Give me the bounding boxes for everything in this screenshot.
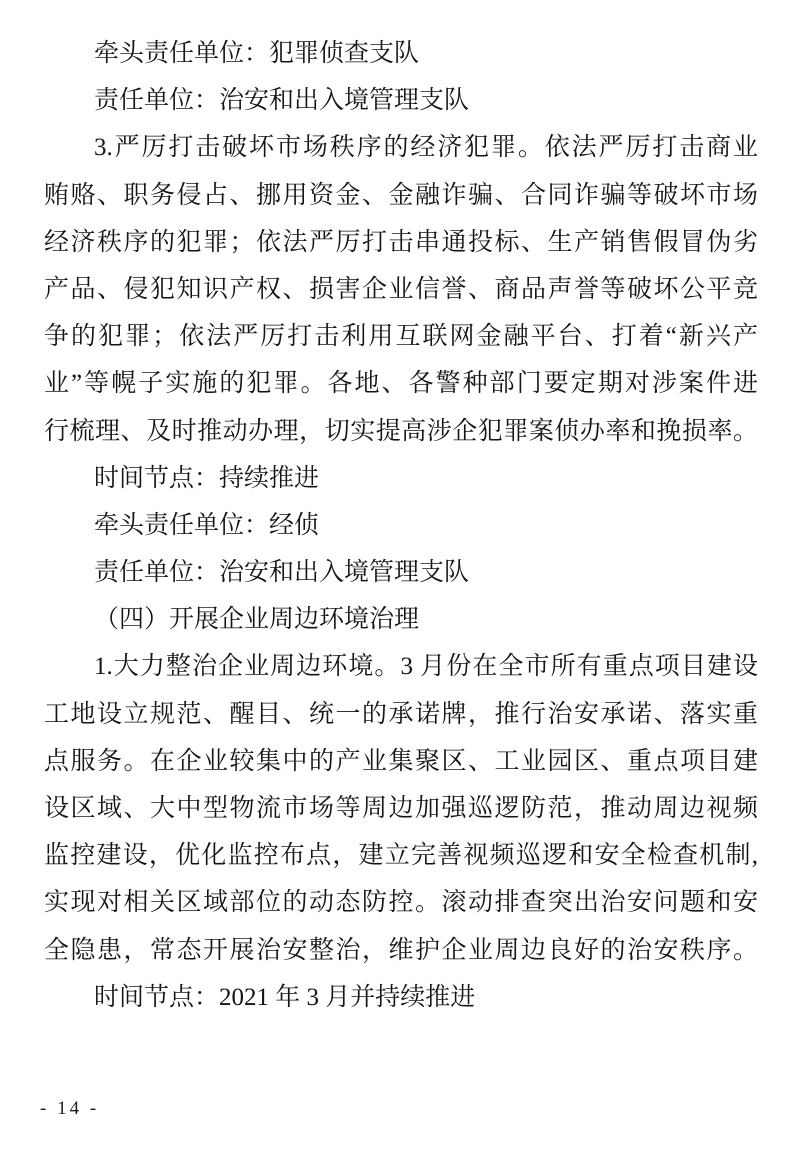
item1-paragraph-line: 点服务。在企业较集中的产业集聚区、工业园区、重点项目建 [44, 747, 758, 775]
item3-paragraph-line: 争的犯罪；依法严厉打击利用互联网金融平台、打着“新兴产 [44, 323, 758, 351]
item3-paragraph-line: 产品、侵犯知识产权、损害企业信誉、商品声誉等破坏公平竞 [44, 275, 758, 303]
item3-paragraph-line: 经济秩序的犯罪；依法严厉打击串通投标、生产销售假冒伪劣 [44, 228, 758, 256]
document-body [44, 30, 758, 1021]
responsible-unit-label: 责任单位：治安和出入境管理支队 [94, 559, 470, 587]
item1-paragraph-line: 1.大力整治企业周边环境。3 月份在全市所有重点项目建设 [94, 653, 758, 681]
item1-paragraph-line: 监控建设，优化监控布点，建立完善视频巡逻和安全检查机制, [44, 842, 758, 870]
time-node-label: 时间节点：持续推进 [94, 464, 320, 492]
item3-paragraph-line: 3.严厉打击破坏市场秩序的经济犯罪。依法严厉打击商业 [94, 134, 758, 162]
item3-paragraph-line: 贿赂、职务侵占、挪用资金、金融诈骗、合同诈骗等破坏市场 [44, 181, 758, 209]
time-node-label: 时间节点：2021 年 3 月并持续推进 [94, 983, 476, 1011]
lead-unit-label: 牵头责任单位：经侦 [94, 511, 320, 539]
item1-paragraph-line: 工地设立规范、醒目、统一的承诺牌，推行治安承诺、落实重 [44, 700, 758, 728]
responsible-unit-label: 责任单位：治安和出入境管理支队 [94, 87, 470, 115]
item1-paragraph-line: 设区域、大中型物流市场等周边加强巡逻防范，推动周边视频 [44, 795, 758, 822]
page-number: - 14 - [40, 1098, 100, 1119]
item3-paragraph-line: 行梳理、及时推动办理，切实提高涉企犯罪案侦办率和挽损率。 [44, 417, 758, 445]
item1-paragraph-line: 全隐患，常态开展治安整治，维护企业周边良好的治安秩序。 [44, 936, 758, 964]
lead-unit-label: 牵头责任单位：犯罪侦查支队 [94, 40, 420, 67]
item3-paragraph-line: 业”等幌子实施的犯罪。各地、各警种部门要定期对涉案件进 [44, 370, 758, 398]
section-four-heading: （四）开展企业周边环境治理 [94, 606, 420, 634]
item1-paragraph-line: 实现对相关区域部位的动态防控。滚动排查突出治安问题和安 [44, 889, 758, 917]
page-footer [40, 1098, 99, 1120]
